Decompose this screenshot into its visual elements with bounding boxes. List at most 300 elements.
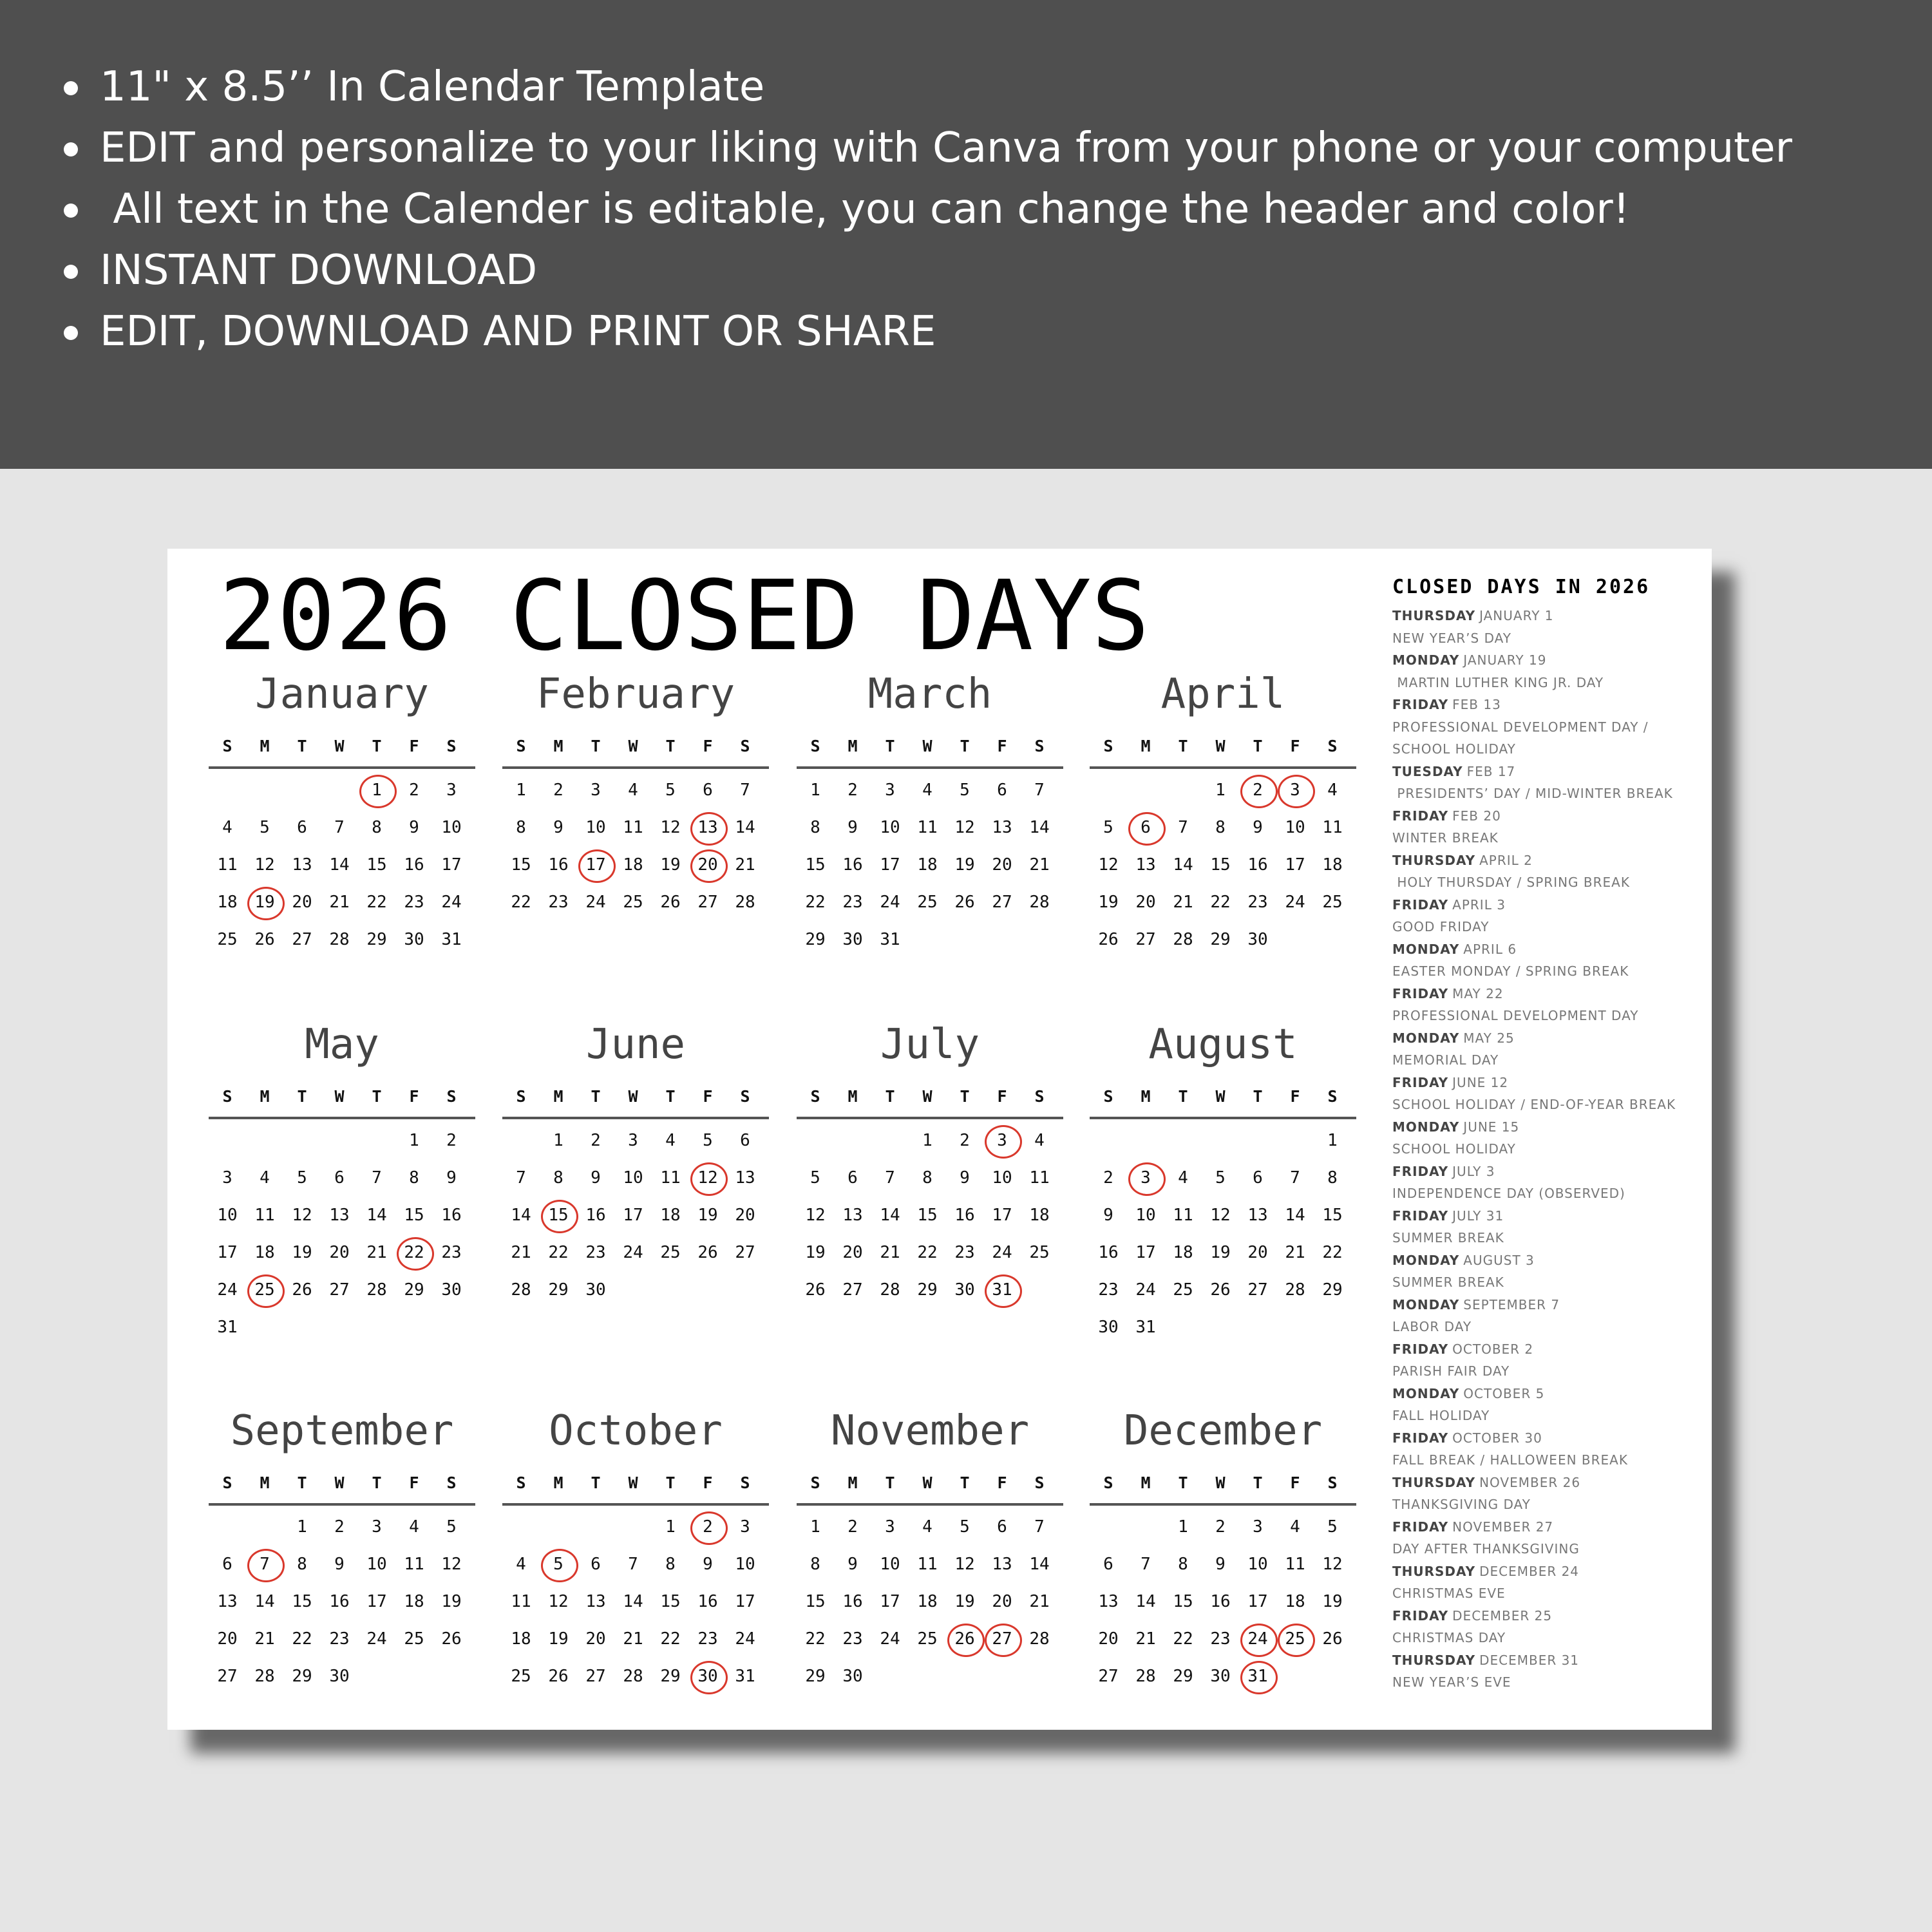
weekday-header: [1090, 726, 1356, 769]
closed-day-reason: WINTER BREAK: [1392, 830, 1499, 846]
closed-day-date-text: APRIL 3: [1452, 896, 1506, 913]
day-cell: 13: [992, 1555, 1012, 1574]
month-november: [797, 1399, 1063, 1695]
empty-cell: [246, 1122, 283, 1159]
day-cell: 9: [1253, 818, 1263, 837]
day-cell: 3: [740, 1517, 750, 1537]
day-cell: 15: [805, 1592, 826, 1611]
weekday-letter: M: [1141, 737, 1151, 755]
day-cell: 22: [805, 893, 826, 912]
day-cell: 4: [516, 1555, 526, 1574]
feature-text: 11" x 8.5’’ In Calendar Template: [100, 63, 765, 111]
day-cell: 8: [516, 818, 526, 837]
closed-day-date-text: NOVEMBER 26: [1479, 1474, 1581, 1490]
day-cell: 9: [703, 1555, 713, 1574]
day-cell: 20: [292, 893, 312, 912]
day-cell: 4: [1327, 781, 1338, 800]
day-cell: 24: [880, 893, 900, 912]
empty-cell: [321, 1122, 358, 1159]
closed-day-date-text: FEB 20: [1452, 808, 1501, 824]
day-cell: 1: [516, 781, 526, 800]
closed-day-date: [1392, 1160, 1695, 1183]
closed-day-weekday: MONDAY: [1392, 941, 1460, 957]
empty-cell: [1202, 1122, 1239, 1159]
closed-day-weekday: MONDAY: [1392, 652, 1460, 668]
day-cell: 12: [954, 818, 975, 837]
month-name: September: [230, 1407, 454, 1455]
day-cell: 7: [516, 1168, 526, 1188]
closed-day-date: [1392, 1383, 1695, 1405]
day-cell: 20: [1135, 893, 1156, 912]
day-cell: 22: [1173, 1629, 1193, 1649]
day-cell: 10: [880, 1555, 900, 1574]
day-grid: [502, 1508, 769, 1695]
day-cell: 3: [222, 1168, 232, 1188]
day-cell: 8: [1215, 818, 1226, 837]
day-cell: 9: [446, 1168, 457, 1188]
day-cell: 10: [735, 1555, 755, 1574]
day-cell: 12: [254, 855, 275, 875]
weekday-letter: T: [1178, 737, 1188, 755]
day-cell: 27: [217, 1667, 238, 1686]
empty-cell: [1164, 1122, 1202, 1159]
month-name: February: [536, 670, 735, 718]
bullet-icon: [64, 142, 78, 156]
weekday-letter: S: [1103, 1473, 1113, 1492]
day-cell: 18: [1173, 1243, 1193, 1262]
weekday-letter: F: [997, 737, 1007, 755]
closed-day-date: [1392, 983, 1695, 1005]
day-cell: 16: [548, 855, 569, 875]
day-cell: 21: [1029, 1592, 1050, 1611]
day-cell: 8: [922, 1168, 933, 1188]
closed-day-reason: CHRISTMAS EVE: [1392, 1586, 1506, 1601]
day-cell: 4: [409, 1517, 419, 1537]
day-cell: 18: [511, 1629, 531, 1649]
empty-cell: [1090, 772, 1127, 809]
closed-day-date: [1392, 894, 1695, 916]
day-cell: 25: [1322, 893, 1343, 912]
day-cell: 8: [372, 818, 382, 837]
weekday-letter: S: [1034, 1473, 1045, 1492]
day-cell: 20: [585, 1629, 606, 1649]
closed-day-weekday: FRIDAY: [1392, 808, 1449, 824]
day-cell: 13: [1098, 1592, 1119, 1611]
empty-cell: [1239, 1122, 1276, 1159]
weekday-letter: S: [740, 737, 750, 755]
day-cell: 28: [366, 1280, 387, 1300]
empty-cell: [1276, 1122, 1314, 1159]
day-cell: 10: [623, 1168, 643, 1188]
day-cell: 9: [334, 1555, 345, 1574]
closed-day-reason: SUMMER BREAK: [1392, 1274, 1504, 1290]
closed-day: 3: [1127, 1159, 1164, 1197]
day-cell: 20: [329, 1243, 350, 1262]
day-cell: 17: [1135, 1243, 1156, 1262]
day-cell: 4: [222, 818, 232, 837]
weekday-letter: S: [222, 1473, 232, 1492]
weekday-letter: W: [334, 1473, 345, 1492]
month-name: December: [1123, 1407, 1323, 1455]
day-cell: 6: [1253, 1168, 1263, 1188]
closed-day-reason: MARTIN LUTHER KING JR. DAY: [1392, 674, 1604, 690]
calendar-title: 2026 CLOSED DAYS: [219, 560, 1150, 672]
feature-item: [61, 57, 1792, 118]
closed-day-date-text: JUNE 12: [1452, 1074, 1509, 1090]
empty-cell: [1127, 1508, 1164, 1546]
closed-day: 2: [689, 1508, 726, 1546]
day-cell: 28: [880, 1280, 900, 1300]
day-cell: 13: [842, 1206, 863, 1225]
closed-day-reason: FALL BREAK / HALLOWEEN BREAK: [1392, 1452, 1628, 1468]
weekday-header: [502, 726, 769, 769]
day-cell: 26: [1098, 930, 1119, 949]
weekday-letter: M: [1141, 1087, 1151, 1106]
day-cell: 15: [292, 1592, 312, 1611]
weekday-letter: T: [372, 1473, 382, 1492]
bullet-icon: [64, 204, 78, 218]
closed-day-reason: PROFESSIONAL DEVELOPMENT DAY / SCHOOL HOLIDAY: [1392, 719, 1653, 757]
weekday-letter: T: [297, 1087, 307, 1106]
closed-day-date-text: MAY 22: [1452, 985, 1504, 1001]
day-cell: 4: [1290, 1517, 1300, 1537]
day-cell: 1: [810, 1517, 820, 1537]
day-cell: 12: [1210, 1206, 1231, 1225]
day-cell: 19: [1322, 1592, 1343, 1611]
closed-day-reason: NEW YEAR’S DAY: [1392, 630, 1511, 646]
day-cell: 21: [1285, 1243, 1305, 1262]
feature-text: EDIT and personalize to your liking with Canva from your phone or your computer: [100, 124, 1792, 172]
closed-day-date-text: JANUARY 1: [1479, 608, 1554, 623]
day-cell: 15: [366, 855, 387, 875]
month-name: January: [255, 670, 429, 718]
closed-day-weekday: FRIDAY: [1392, 697, 1449, 712]
closed-day-date-text: NOVEMBER 27: [1452, 1519, 1554, 1535]
day-cell: 23: [441, 1243, 462, 1262]
closed-day-weekday: FRIDAY: [1392, 896, 1449, 913]
day-grid: [502, 772, 769, 921]
day-cell: 23: [842, 1629, 863, 1649]
day-cell: 5: [1215, 1168, 1226, 1188]
closed-day-weekday: THURSDAY: [1392, 608, 1476, 623]
weekday-letter: W: [1215, 1087, 1226, 1106]
weekday-letter: S: [1103, 737, 1113, 755]
day-cell: 26: [805, 1280, 826, 1300]
day-grid: [797, 772, 1063, 958]
day-cell: 8: [1327, 1168, 1338, 1188]
day-cell: 23: [548, 893, 569, 912]
weekday-letter: T: [885, 1473, 895, 1492]
day-cell: 11: [404, 1555, 424, 1574]
closed-day-date: [1392, 805, 1695, 828]
day-cell: 20: [1247, 1243, 1268, 1262]
day-cell: 9: [409, 818, 419, 837]
day-cell: 13: [1247, 1206, 1268, 1225]
day-cell: 5: [810, 1168, 820, 1188]
closed-day-weekday: MONDAY: [1392, 1296, 1460, 1312]
weekday-letter: T: [1253, 737, 1263, 755]
day-cell: 14: [511, 1206, 531, 1225]
month-december: [1090, 1399, 1356, 1695]
day-cell: 23: [329, 1629, 350, 1649]
weekday-header: [797, 726, 1063, 769]
weekday-letter: T: [591, 737, 601, 755]
day-cell: 1: [1178, 1517, 1188, 1537]
day-cell: 16: [329, 1592, 350, 1611]
day-cell: 28: [1285, 1280, 1305, 1300]
day-cell: 16: [842, 1592, 863, 1611]
closed-day: 27: [983, 1620, 1021, 1658]
day-cell: 14: [880, 1206, 900, 1225]
weekday-letter: T: [297, 737, 307, 755]
day-cell: 10: [366, 1555, 387, 1574]
empty-cell: [577, 1508, 614, 1546]
calendar-sheet: [167, 549, 1712, 1730]
day-cell: 12: [954, 1555, 975, 1574]
day-cell: 1: [1215, 781, 1226, 800]
weekday-letter: W: [628, 1473, 638, 1492]
day-cell: 11: [511, 1592, 531, 1611]
closed-day-date-text: SEPTEMBER 7: [1463, 1296, 1560, 1312]
closed-day-date-text: APRIL 6: [1463, 941, 1517, 957]
bullet-icon: [64, 81, 78, 95]
day-cell: 16: [697, 1592, 718, 1611]
day-cell: 16: [954, 1206, 975, 1225]
day-cell: 17: [217, 1243, 238, 1262]
empty-cell: [246, 1508, 283, 1546]
weekday-letter: T: [1178, 1087, 1188, 1106]
info-banner: [0, 0, 1932, 469]
day-cell: 26: [441, 1629, 462, 1649]
day-cell: 4: [1034, 1131, 1045, 1150]
closed-day-weekday: THURSDAY: [1392, 1563, 1476, 1579]
day-cell: 10: [1135, 1206, 1156, 1225]
weekday-header: [502, 1463, 769, 1506]
month-july: [797, 1012, 1063, 1309]
day-cell: 6: [997, 781, 1007, 800]
month-january: [209, 662, 475, 958]
weekday-letter: T: [1253, 1087, 1263, 1106]
month-april: [1090, 662, 1356, 958]
day-cell: 16: [585, 1206, 606, 1225]
closed-day-date: [1392, 1649, 1695, 1672]
day-cell: 24: [735, 1629, 755, 1649]
day-cell: 7: [1034, 1517, 1045, 1537]
closed-day-date: [1392, 649, 1695, 672]
day-cell: 27: [992, 893, 1012, 912]
day-cell: 22: [511, 893, 531, 912]
empty-cell: [1090, 1122, 1127, 1159]
day-cell: 6: [297, 818, 307, 837]
weekday-letter: M: [553, 737, 564, 755]
day-cell: 7: [740, 781, 750, 800]
weekday-letter: S: [516, 1473, 526, 1492]
day-cell: 25: [217, 930, 238, 949]
day-cell: 4: [922, 781, 933, 800]
day-cell: 22: [660, 1629, 681, 1649]
day-cell: 8: [1178, 1555, 1188, 1574]
weekday-letter: M: [1141, 1473, 1151, 1492]
closed-day: 17: [577, 846, 614, 884]
closed-day: 2: [1239, 772, 1276, 809]
closed-day-date: [1392, 1116, 1695, 1139]
month-february: [502, 662, 769, 921]
day-cell: 22: [805, 1629, 826, 1649]
day-cell: 23: [954, 1243, 975, 1262]
day-cell: 17: [992, 1206, 1012, 1225]
weekday-letter: F: [1290, 1473, 1300, 1492]
day-cell: 19: [954, 1592, 975, 1611]
day-cell: 11: [217, 855, 238, 875]
day-cell: 4: [628, 781, 638, 800]
day-cell: 29: [805, 1667, 826, 1686]
day-cell: 9: [591, 1168, 601, 1188]
day-cell: 15: [1210, 855, 1231, 875]
day-cell: 20: [992, 1592, 1012, 1611]
day-cell: 12: [548, 1592, 569, 1611]
day-cell: 4: [922, 1517, 933, 1537]
weekday-letter: W: [628, 1087, 638, 1106]
day-cell: 16: [1247, 855, 1268, 875]
closed-day-reason: HOLY THURSDAY / SPRING BREAK: [1392, 875, 1630, 890]
month-name: March: [867, 670, 992, 718]
closed-day-date: [1392, 1427, 1695, 1450]
day-cell: 20: [992, 855, 1012, 875]
weekday-letter: W: [922, 1473, 933, 1492]
closed-day-weekday: FRIDAY: [1392, 1607, 1449, 1624]
day-cell: 23: [585, 1243, 606, 1262]
day-cell: 10: [1247, 1555, 1268, 1574]
day-cell: 25: [623, 893, 643, 912]
closed-day: 7: [246, 1546, 283, 1583]
day-cell: 19: [292, 1243, 312, 1262]
weekday-letter: T: [665, 1087, 676, 1106]
day-cell: 9: [848, 818, 858, 837]
day-cell: 27: [292, 930, 312, 949]
closed-days-entries: [1392, 605, 1695, 1694]
day-cell: 21: [329, 893, 350, 912]
weekday-header: [1090, 1463, 1356, 1506]
day-cell: 18: [1029, 1206, 1050, 1225]
day-cell: 15: [805, 855, 826, 875]
day-cell: 21: [254, 1629, 275, 1649]
empty-cell: [1164, 772, 1202, 809]
day-cell: 7: [1178, 818, 1188, 837]
weekday-header: [502, 1077, 769, 1119]
closed-day: 26: [946, 1620, 983, 1658]
day-cell: 14: [329, 855, 350, 875]
day-cell: 2: [591, 1131, 601, 1150]
day-cell: 1: [409, 1131, 419, 1150]
day-cell: 30: [954, 1280, 975, 1300]
closed-day-date-text: AUGUST 3: [1463, 1252, 1535, 1268]
day-cell: 15: [511, 855, 531, 875]
weekday-letter: S: [810, 737, 820, 755]
day-cell: 2: [334, 1517, 345, 1537]
day-cell: 7: [628, 1555, 638, 1574]
day-cell: 21: [880, 1243, 900, 1262]
weekday-letter: T: [665, 737, 676, 755]
weekday-header: [209, 1463, 475, 1506]
day-cell: 12: [660, 818, 681, 837]
day-grid: [209, 1122, 475, 1346]
weekday-letter: W: [1215, 1473, 1226, 1492]
weekday-letter: S: [516, 1087, 526, 1106]
day-cell: 30: [585, 1280, 606, 1300]
day-cell: 28: [1029, 893, 1050, 912]
closed-day: 6: [1127, 809, 1164, 846]
closed-day-weekday: FRIDAY: [1392, 1208, 1449, 1224]
day-cell: 30: [404, 930, 424, 949]
day-cell: 10: [880, 818, 900, 837]
weekday-letter: M: [260, 737, 270, 755]
day-cell: 13: [292, 855, 312, 875]
day-cell: 15: [660, 1592, 681, 1611]
closed-day-date: [1392, 761, 1695, 783]
day-cell: 21: [735, 855, 755, 875]
closed-day: 5: [540, 1546, 577, 1583]
weekday-letter: T: [665, 1473, 676, 1492]
closed-day-date: [1392, 849, 1695, 872]
day-cell: 11: [1173, 1206, 1193, 1225]
weekday-letter: W: [628, 737, 638, 755]
closed-day: 19: [246, 884, 283, 921]
month-october: [502, 1399, 769, 1695]
closed-day-date-text: JULY 3: [1452, 1163, 1495, 1179]
day-cell: 18: [217, 893, 238, 912]
day-cell: 7: [1141, 1555, 1151, 1574]
closed-day-reason: INDEPENDENCE DAY (OBSERVED): [1392, 1186, 1625, 1201]
closed-day: 22: [395, 1234, 433, 1271]
day-cell: 27: [329, 1280, 350, 1300]
closed-day: 25: [1276, 1620, 1314, 1658]
weekday-letter: S: [810, 1087, 820, 1106]
day-cell: 17: [880, 1592, 900, 1611]
day-cell: 25: [660, 1243, 681, 1262]
day-cell: 30: [1247, 930, 1268, 949]
day-cell: 30: [1210, 1667, 1231, 1686]
day-cell: 17: [623, 1206, 643, 1225]
closed-day: 15: [540, 1197, 577, 1234]
closed-day-date: [1392, 938, 1695, 961]
closed-day: 3: [983, 1122, 1021, 1159]
day-cell: 18: [1322, 855, 1343, 875]
closed-day-date-text: MAY 25: [1463, 1030, 1515, 1046]
closed-day-date-text: DECEMBER 31: [1479, 1652, 1580, 1668]
weekday-letter: F: [409, 1473, 419, 1492]
day-cell: 29: [548, 1280, 569, 1300]
day-cell: 24: [585, 893, 606, 912]
weekday-letter: T: [960, 1473, 970, 1492]
weekday-letter: T: [885, 1087, 895, 1106]
day-cell: 21: [511, 1243, 531, 1262]
weekday-letter: F: [703, 1473, 713, 1492]
day-cell: 12: [292, 1206, 312, 1225]
day-cell: 22: [366, 893, 387, 912]
day-cell: 26: [254, 930, 275, 949]
weekday-letter: S: [810, 1473, 820, 1492]
day-cell: 12: [805, 1206, 826, 1225]
day-cell: 21: [623, 1629, 643, 1649]
closed-day-reason: NEW YEAR’S EVE: [1392, 1674, 1511, 1690]
day-cell: 21: [366, 1243, 387, 1262]
day-cell: 7: [1290, 1168, 1300, 1188]
day-cell: 26: [1322, 1629, 1343, 1649]
day-cell: 7: [885, 1168, 895, 1188]
day-cell: 13: [735, 1168, 755, 1188]
weekday-letter: S: [446, 1473, 457, 1492]
closed-day-weekday: MONDAY: [1392, 1030, 1460, 1046]
